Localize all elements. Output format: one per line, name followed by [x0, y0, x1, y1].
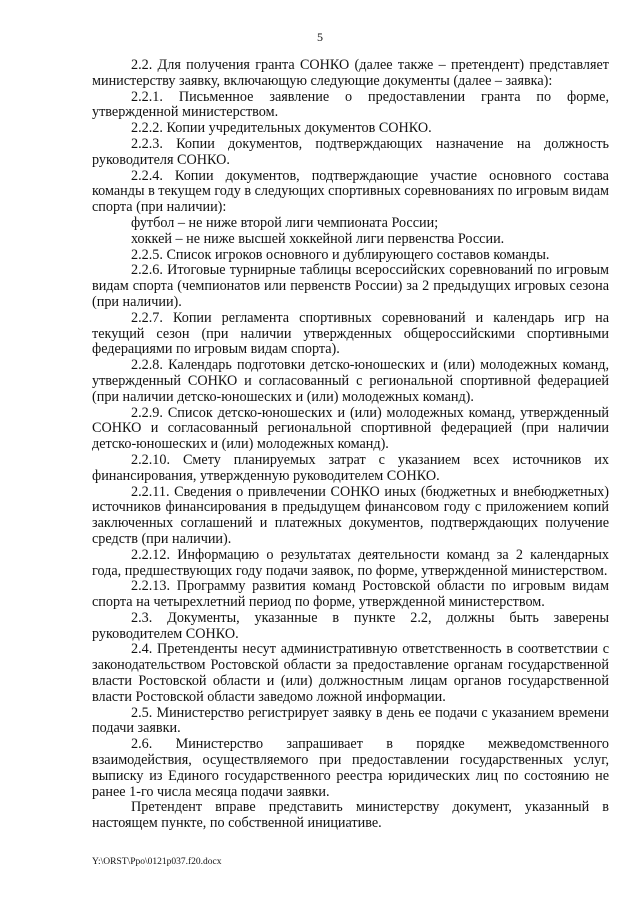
paragraph-2-2-4: 2.2.4. Копии документов, подтверждающие участие основного состава команды в текущем году в следующих спортивных соревнованиях по игровым видам спорта (при наличии):	[92, 167, 609, 216]
paragraph-applicant-initiative: Претендент вправе представить министерству документ, указанный в настоящем пункте, по собственной инициативе.	[92, 799, 609, 832]
paragraph-2-2-8: 2.2.8. Календарь подготовки детско-юношеских и (или) молодежных команд, утвержденный СОНКО и согласованный с региональной спортивной федерацией (при наличии детско-юношеских и (или) молодежных команд).	[92, 357, 609, 405]
paragraph-2-2-11: 2.2.11. Сведения о привлечении СОНКО иных (бюджетных и внебюджетных) источников финансирования в предыдущем финансовом году с приложением копий заключенных соглашений и платежных документов, подтверждающих получение средств (при наличии).	[92, 483, 609, 547]
document-body	[92, 58, 609, 832]
paragraph-2-2: 2.2. Для получения гранта СОНКО (далее также – претендент) представляет министерству заявку, включающую следующие документы (далее – заявка):	[92, 57, 609, 89]
paragraph-2-2-7: 2.2.7. Копии регламента спортивных соревнований и календарь игр на текущий сезон (при наличии утвержденных общероссийскими спортивными федерациями по игровым видам спорта).	[92, 309, 609, 358]
paragraph-2-5: 2.5. Министерство регистрирует заявку в день ее подачи с указанием времени подачи заявки.	[92, 704, 609, 737]
paragraph-2-2-6: 2.2.6. Итоговые турнирные таблицы всероссийских соревнований по игровым видам спорта (чемпионатов или первенств России) за 2 предыдущих игровых сезона (при наличии).	[92, 262, 609, 310]
paragraph-2-3: 2.3. Документы, указанные в пункте 2.2, должны быть заверены руководителем СОНКО.	[92, 609, 609, 642]
paragraph-2-2-1: 2.2.1. Письменное заявление о предоставлении гранта по форме, утвержденной министерством.	[92, 88, 609, 121]
paragraph-2-2-5: 2.2.5. Список игроков основного и дублирующего составов команды.	[131, 246, 550, 263]
paragraph-2-4: 2.4. Претенденты несут административную ответственность в соответствии с законодательством Ростовской области за предоставление органам государственной власти Ростовской области и (или) должностным лицам органов государственной власти Ростовской области заведомо ложной информации.	[92, 641, 609, 705]
paragraph-2-2-10: 2.2.10. Смету планируемых затрат с указанием всех источников их финансирования, утвержденную руководителем СОНКО.	[92, 451, 609, 484]
page-number: 5	[317, 30, 323, 44]
paragraph-2-2-2: 2.2.2. Копии учредительных документов СОНКО.	[131, 120, 432, 137]
paragraph-2-6: 2.6. Министерство запрашивает в порядке межведомственного взаимодействия, осуществляемого при предоставлении государственных услуг, выписку из Единого государственного реестра юридических лиц по состоянию не ранее 1-го числа месяца подачи заявки.	[92, 736, 609, 800]
paragraph-2-2-3: 2.2.3. Копии документов, подтверждающих назначение на должность руководителя СОНКО.	[92, 135, 609, 168]
paragraph-2-2-9: 2.2.9. Список детско-юношеских и (или) молодежных команд, утвержденный СОНКО и согласованный региональной спортивной федерацией (при наличии детско-юношеских и (или) молодежных команд).	[92, 404, 609, 453]
list-item-hockey: хоккей – не ниже высшей хоккейной лиги первенства России.	[131, 230, 505, 247]
list-item-football: футбол – не ниже второй лиги чемпионата России;	[131, 214, 439, 231]
paragraph-2-2-12: 2.2.12. Информацию о результатах деятельности команд за 2 календарных года, предшествующих году подачи заявок, по форме, утвержденной министерством.	[92, 546, 609, 579]
paragraph-2-2-13: 2.2.13. Программу развития команд Ростовской области по игровым видам спорта на четырехлетний период по форме, утвержденной министерством.	[92, 578, 609, 611]
footer-file-path: Y:\ORST\Ppo\0121p037.f20.docx	[92, 857, 222, 867]
